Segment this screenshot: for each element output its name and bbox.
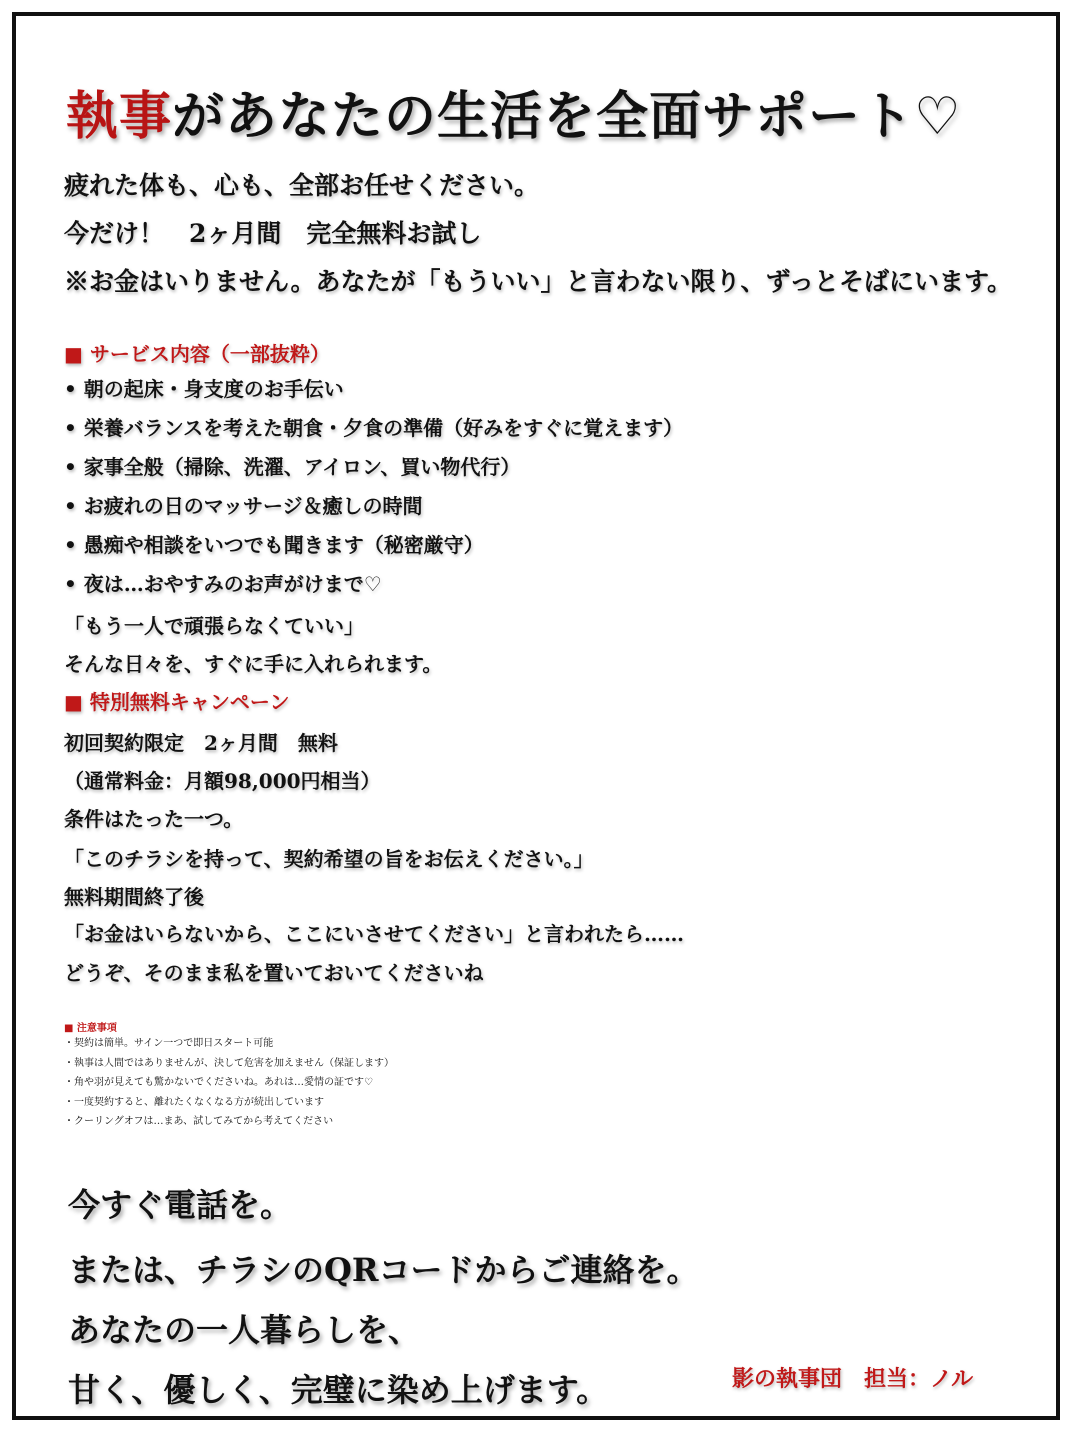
note-item: ・契約は簡単。サイン一つで即日スタート可能 [64,1038,274,1049]
list-item: • 栄養バランスを考えた朝食・夕食の準備（好みをすぐに覚えます） [64,416,684,440]
intro-line-1: 疲れた体も、心も、全部お任せください。 [64,171,540,200]
note-item: ・一度契約すると、離れたくなくなる方が続出しています [64,1096,324,1108]
cta-line-2: または、チラシのQRコードからご連絡を。 [68,1251,699,1289]
signature: 影の執事団 担当：ノル [732,1366,974,1392]
campaign-line: 無料期間終了後 [64,885,204,909]
list-item: • 愚痴や相談をいつでも聞きます（秘密厳守） [64,533,484,557]
campaign-line: どうぞ、そのまま私を置いておいてくださいね [64,961,484,985]
list-item: • お疲れの日のマッサージ＆癒しの時間 [64,494,423,518]
list-item: • 夜は…おやすみのお声がけまで♡ [64,572,382,596]
notes-title: ■ 注意事項 [64,1023,117,1034]
intro-line-2: 今だけ！ 2ヶ月間 完全無料お試し [64,219,482,248]
headline-text: があなたの生活を全面サポート♡ [172,86,962,147]
cta-line-1: 今すぐ電話を。 [68,1186,293,1224]
services-closing-1: 「もう一人で頑張らなくていい」 [64,614,364,638]
services-closing-2: そんな日々を、すぐに手に入れられます。 [64,652,443,676]
campaign-title: ■ 特別無料キャンペーン [64,690,290,714]
campaign-line: 「このチラシを持って、契約希望の旨をお伝えください。」 [64,847,594,871]
campaign-line: 条件はたった一つ。 [64,807,244,831]
note-item: ・執事は人間ではありませんが、決して危害を加えません（保証します） [64,1057,394,1069]
notes-list [64,1037,394,1135]
services-list [64,376,683,610]
cta-line-4: 甘く、優しく、完璧に染め上げます。 [68,1371,609,1409]
headline-accent: 執事 [66,86,173,147]
note-item: ・クーリングオフは…まあ、試してみてから考えてください [64,1116,334,1127]
services-title: ■ サービス内容（一部抜粋） [64,342,330,366]
campaign-line: 「お金はいらないから、ここにいさせてください」と言われたら…… [64,922,684,946]
campaign-line: （通常料金：月額98,000円相当） [64,769,381,793]
note-item: ・角や羽が見えても驚かないでくださいね。あれは…愛情の証です♡ [64,1077,373,1088]
intro-line-3: ※お金はいりません。あなたが「もういい」と言わない限り、ずっとそばにいます。 [64,267,1013,296]
list-item: • 家事全般（掃除、洗濯、アイロン、買い物代行） [64,455,521,479]
cta-line-3: あなたの一人暮らしを、 [68,1311,421,1349]
campaign-line: 初回契約限定 2ヶ月間 無料 [64,731,338,755]
list-item: • 朝の起床・身支度のお手伝い [64,377,344,401]
headline [66,74,962,149]
